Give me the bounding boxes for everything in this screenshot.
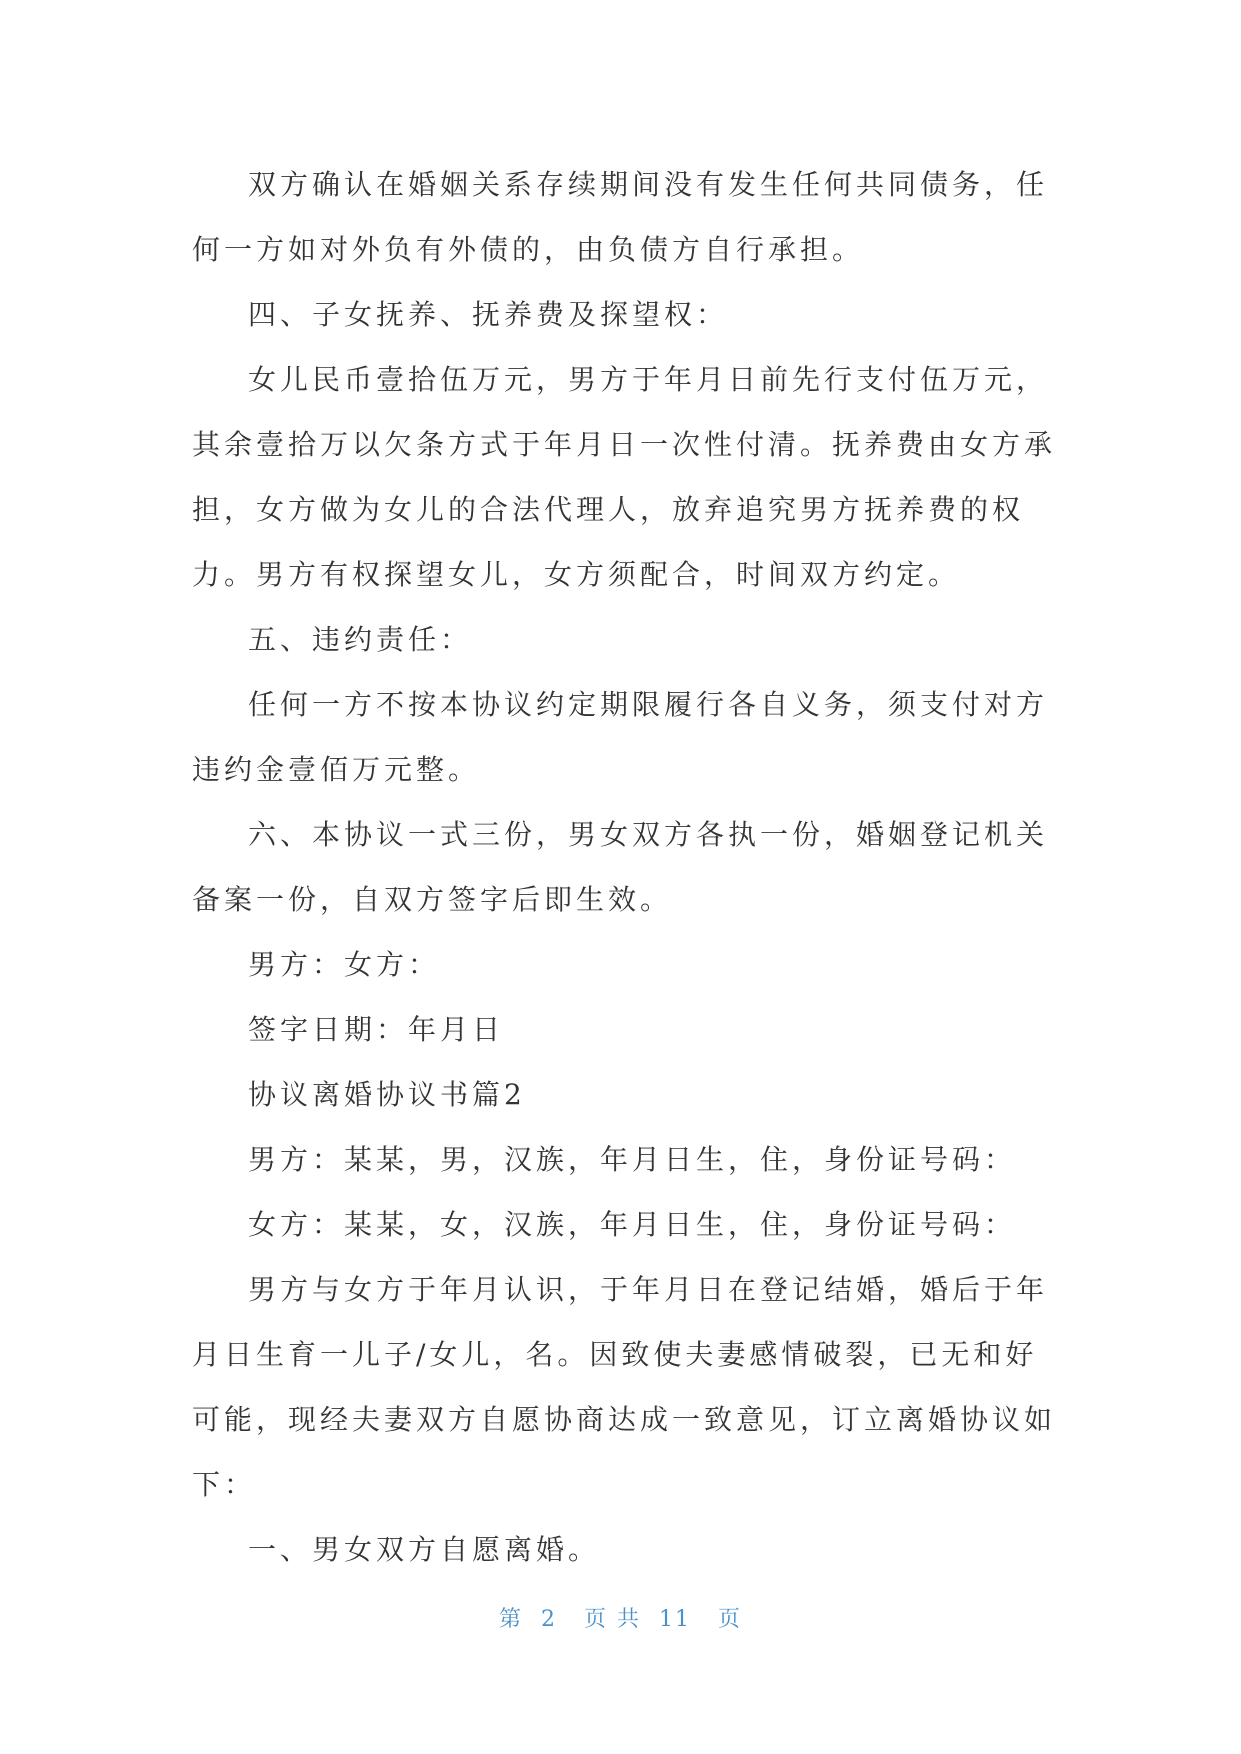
document-body [192, 152, 1056, 1582]
section-heading: 五、违约责任： [248, 623, 473, 656]
section-heading: 四、子女抚养、抚养费及探望权： [248, 298, 729, 331]
paragraph: 女儿民币壹拾伍万元，男方于年月日前先行支付伍万元，其余壹拾万以欠条方式于年月日一次性付清。抚养费由女方承担，女方做为女儿的合法代理人，放弃追究男方抚养费的权力。男方有权探望女儿，女方须配合，时间双方约定。 [192, 363, 1057, 591]
party-male: 男方：某某，男，汉族，年月日生，住，身份证号码： [248, 1143, 1017, 1176]
party-female: 女方：某某，女，汉族，年月日生，住，身份证号码： [248, 1208, 1017, 1241]
document-title: 协议离婚协议书篇2 [248, 1078, 526, 1111]
page-number-footer: 第 2 页 共 11 页 [499, 1607, 742, 1632]
paragraph: 男方与女方于年月认识，于年月日在登记结婚，婚后于年月日生育一儿子/女儿，名。因致使夫妻感情破裂，已无和好可能，现经夫妻双方自愿协商达成一致意见，订立离婚协议如下： [192, 1273, 1057, 1501]
paragraph: 双方确认在婚姻关系存续期间没有发生任何共同债务，任何一方如对外负有外债的，由负债方自行承担。 [192, 168, 1049, 266]
paragraph: 任何一方不按本协议约定期限履行各自义务，须支付对方违约金壹佰万元整。 [192, 688, 1049, 786]
paragraph: 六、本协议一式三份，男女双方各执一份，婚姻登记机关备案一份，自双方签字后即生效。 [192, 818, 1049, 916]
signature-line: 男方：女方： [248, 948, 441, 981]
section-heading: 一、男女双方自愿离婚。 [248, 1533, 601, 1566]
signature-date: 签字日期：年月日 [248, 1013, 505, 1046]
